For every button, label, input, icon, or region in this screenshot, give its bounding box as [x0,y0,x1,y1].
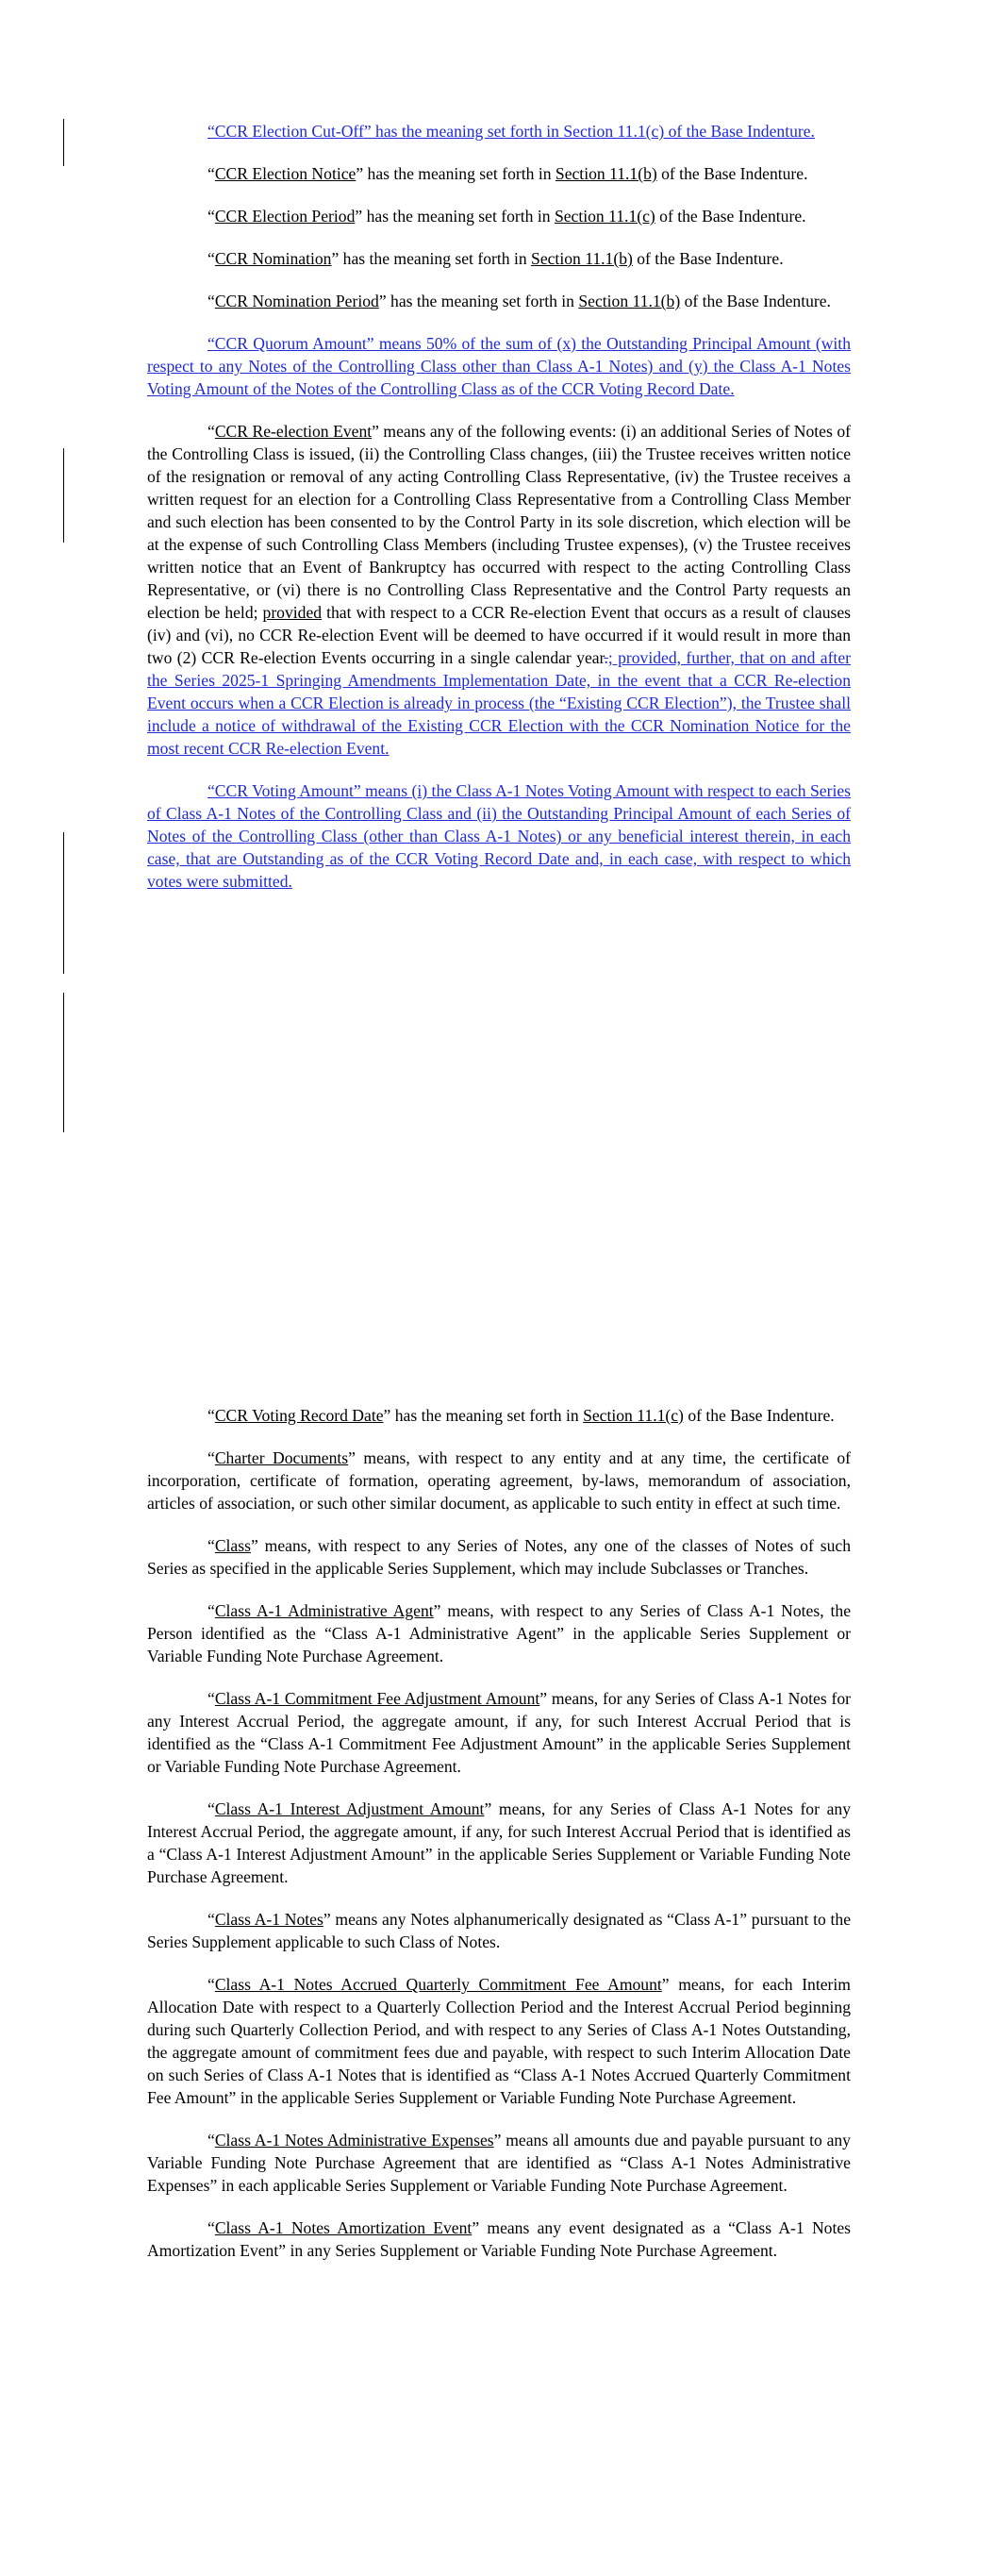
revision-bar [63,448,64,543]
quote-open: “ [207,2131,215,2149]
definitions-block-lower [147,1404,851,2282]
quote-open: “ [207,249,215,268]
definition-ccr-election-cut-off [147,120,851,142]
deleted-text: . [604,648,608,667]
definition-text: of the Base Indenture. [632,249,784,268]
section-reference: Section 11.1(b) [531,249,633,268]
defined-term: Class A-1 Interest Adjustment Amount [214,1799,485,1818]
quote-open: “ [207,1536,215,1555]
definition-text: ” means, for any Series of Class A-1 Notes for any Interest Accrual Period, the aggregate amount, if any, for such Interest Accrual Period that is identified as a “Class A-1 Interest Adjustment Amount” in the applicable Series Supplement or Variable Funding Note Purchase Agreement. [147,1799,851,1886]
definition-class-a1-interest-adjustment-amount [147,1798,851,1888]
definition-ccr-election-period [147,205,851,227]
defined-term: Class [214,1536,251,1555]
defined-term: CCR Election Notice [214,164,357,183]
definition-ccr-election-notice [147,162,851,185]
defined-term: Class A-1 Commitment Fee Adjustment Amount [214,1689,540,1708]
definition-text: ” means, for each Interim Allocation Date with respect to a Quarterly Collection Period and the Interest Accrual Period beginning during such Quarterly Collection Period, and with respect to any Series of Class A-1 Notes Outstanding, the aggregate amount of commitment fees due and payable, with respect to such Interim Allocation Date on such Series of Class A-1 Notes that is identified as “Class A-1 Notes Accrued Quarterly Commitment Fee Amount” in the applicable Series Supplement or Variable Funding Note Purchase Agreement. [147,1975,851,2107]
definition-text: ” means any Notes alphanumerically designated as “Class A-1” pursuant to the Series Supplement applicable to such Class of Notes. [147,1910,852,1951]
quote-open: “ [207,164,215,183]
definition-ccr-voting-record-date [147,1404,851,1427]
definition-text: ” has the meaning set forth in [383,1406,584,1425]
definition-text: of the Base Indenture. [656,164,808,183]
revision-bar [63,993,64,1132]
definition-ccr-nomination-period [147,290,851,312]
provided-term: provided [262,603,323,622]
definition-ccr-re-election-event [147,420,851,760]
section-reference: Section 11.1(b) [578,292,681,310]
inserted-text: “CCR Election Cut-Off” has the meaning set forth in Section 11.1(c) of the Base Indenture. [207,122,815,141]
quote-open: “ [207,292,215,310]
definition-class-a1-commitment-fee-adjustment-amount [147,1687,851,1778]
definition-text: ” means any event designated as a “Class A-1 Notes Amortization Event” in any Series Supplement or Variable Funding Note Purchase Agreement. [147,2218,851,2260]
inserted-text: ; provided, further, that on and after the Series 2025-1 Springing Amendments Implementation Date, in the event that a CCR Re-election Event occurs when a CCR Election is already in process (the “Existing CCR Election”), the Trustee shall include a notice of withdrawal of the Existing CCR Election with the CCR Nomination Notice for the most recent CCR Re-election Event. [147,648,851,758]
definition-class-a1-notes-amortization-event [147,2216,851,2262]
definition-class [147,1534,851,1580]
section-reference: Section 11.1(b) [555,164,657,183]
definition-text: ” has the meaning set forth in [356,164,556,183]
definition-text: ” has the meaning set forth in [355,207,555,226]
defined-term: CCR Nomination Period [214,292,379,310]
definition-text: ” means all amounts due and payable pursuant to any Variable Funding Note Purchase Agreement that are identified as “Class A-1 Notes Administrative Expenses” in each applicable Series Supplement or Variable Funding Note Purchase Agreement. [147,2131,851,2195]
definition-charter-documents [147,1447,851,1514]
definition-class-a1-notes-administrative-expenses [147,2129,851,2197]
defined-term: CCR Voting Record Date [214,1406,384,1425]
revision-bar [63,832,64,974]
inserted-text: “CCR Quorum Amount” means 50% of the sum of (x) the Outstanding Principal Amount (with respect to any Notes of the Controlling Class other than Class A-1 Notes) and (y) the Class A-1 Notes Voting Amount of the Notes of the Controlling Class as of the CCR Voting Record Date. [147,334,851,398]
defined-term: Class A-1 Notes [214,1910,323,1929]
quote-open: “ [207,1689,215,1708]
defined-term: Charter Documents [214,1448,349,1467]
defined-term: Class A-1 Administrative Agent [214,1601,434,1620]
definition-text: ” means any of the following events: (i) an additional Series of Notes of the Controlling Class is issued, (ii) the Controlling Class changes, (iii) the Trustee receives written notice of the resignation or removal of any acting Controlling Class Representative, (iv) the Trustee receives a written request for an election for a Controlling Class Representative from a Controlling Class Member and such election has been consented to by the Control Party in its sole discretion, which election will be at the expense of such Controlling Class Members (including Trustee expenses), (v) the Trustee receives written notice that an Event of Bankruptcy has occurred with respect to the acting Controlling Class Representative, or (vi) there is no Controlling Class Representative and the Control Party requests an election be held; [147,422,851,622]
quote-open: “ [207,207,215,226]
definition-text: of the Base Indenture. [683,1406,835,1425]
quote-open: “ [207,1601,215,1620]
definition-text: of the Base Indenture. [680,292,831,310]
defined-term: CCR Re-election Event [214,422,373,441]
quote-open: “ [207,2218,215,2237]
definition-ccr-nomination [147,247,851,270]
inserted-text: “CCR Voting Amount” means (i) the Class A-1 Notes Voting Amount with respect to each Series of Class A-1 Notes of the Controlling Class and (ii) the Outstanding Principal Amount of each Series of Notes of the Controlling Class (other than Class A-1 Notes) or any beneficial interest therein, in each case, that are Outstanding as of the CCR Voting Record Date and, in each case, with respect to which votes were submitted. [147,781,851,891]
defined-term: CCR Nomination [214,249,332,268]
defined-term: CCR Election Period [214,207,356,226]
quote-open: “ [207,1975,215,1994]
definitions-block-upper [147,120,851,912]
quote-open: “ [207,1448,215,1467]
definition-text: ” means, with respect to any entity and at any time, the certificate of incorporation, certificate of formation, operating agreement, by-laws, memorandum of association, articles of association, or such other similar document, as applicable to such entity in effect at such time. [147,1448,851,1513]
quote-open: “ [207,422,215,441]
definition-class-a1-notes-accrued-quarterly-commitment-fee-amount [147,1973,851,2109]
quote-open: “ [207,1406,215,1425]
definition-text: ” has the meaning set forth in [378,292,579,310]
definition-text: ” has the meaning set forth in [331,249,532,268]
defined-term: Class A-1 Notes Amortization Event [214,2218,473,2237]
revision-bar [63,119,64,166]
definition-class-a1-administrative-agent [147,1599,851,1667]
quote-open: “ [207,1910,215,1929]
definition-ccr-quorum-amount [147,332,851,400]
definition-text: that with respect to a CCR Re-election Event that occurs as a result of clauses (iv) and (vi), no CCR Re-election Event will be deemed to have occurred if it would result in more than two (2) CCR Re-election Events occurring in a single calendar year [147,603,851,667]
defined-term: Class A-1 Notes Administrative Expenses [214,2131,494,2149]
definition-text: ” means, with respect to any Series of Notes, any one of the classes of Notes of such Series as specified in the applicable Series Supplement, which may include Subclasses or Tranches. [147,1536,851,1578]
definition-class-a1-notes [147,1908,851,1953]
section-reference: Section 11.1(c) [554,207,655,226]
quote-open: “ [207,1799,215,1818]
definition-text: ” means, with respect to any Series of Class A-1 Notes, the Person identified as the “Class A-1 Administrative Agent” in the applicable Series Supplement or Variable Funding Note Purchase Agreement. [147,1601,852,1665]
definition-text: of the Base Indenture. [655,207,806,226]
section-reference: Section 11.1(c) [583,1406,684,1425]
definition-ccr-voting-amount [147,779,851,893]
defined-term: Class A-1 Notes Accrued Quarterly Commitment Fee Amount [214,1975,662,1994]
definition-text: ” means, for any Series of Class A-1 Notes for any Interest Accrual Period, the aggregate amount, if any, for such Interest Accrual Period that is identified as the “Class A-1 Commitment Fee Adjustment Amount” in the applicable Series Supplement or Variable Funding Note Purchase Agreement. [147,1689,851,1776]
